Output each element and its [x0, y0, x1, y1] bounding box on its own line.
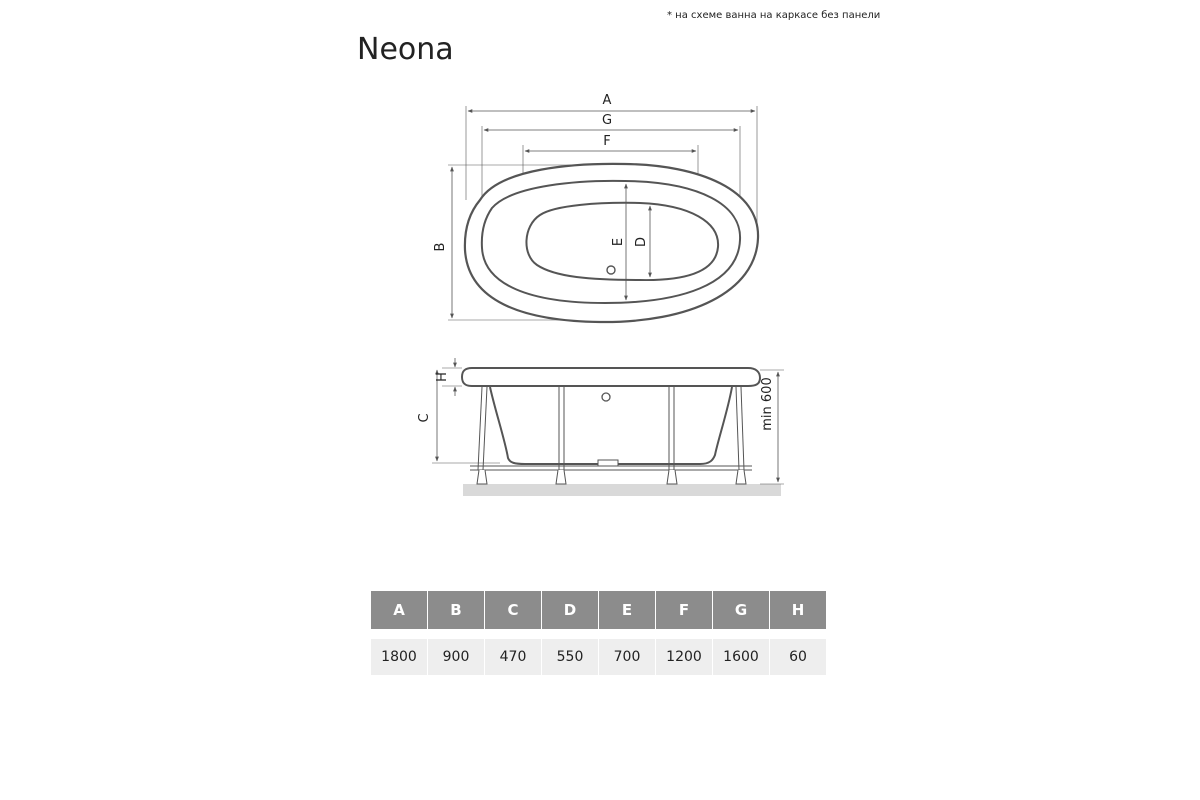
dim-label-h: H [435, 372, 450, 382]
scheme-note: * на схеме ванна на каркасе без панели [667, 10, 881, 21]
table-cell: 1600 [713, 639, 770, 675]
model-title: Neona [357, 32, 454, 67]
dimensions-table [371, 591, 826, 675]
dim-label-e: E [611, 237, 626, 247]
table-header-cell: H [770, 591, 826, 629]
table-header-cell: G [713, 591, 770, 629]
dim-label-b: B [433, 242, 448, 252]
table-cell: 470 [485, 639, 542, 675]
table-header-cell: F [656, 591, 713, 629]
table-cell: 60 [770, 639, 826, 675]
dim-label-d: D [634, 236, 649, 248]
table-header-cell: B [428, 591, 485, 629]
dim-label-c: C [417, 413, 432, 423]
table-cell: 700 [599, 639, 656, 675]
table-row [371, 639, 826, 675]
table-cell: 900 [428, 639, 485, 675]
dim-label-f: F [603, 134, 611, 149]
table-header-cell: D [542, 591, 599, 629]
side-view [432, 358, 784, 496]
table-cell: 550 [542, 639, 599, 675]
table-header-row [371, 591, 826, 629]
table-header-cell: E [599, 591, 656, 629]
dim-label-a: A [602, 93, 612, 108]
table-header-cell: C [485, 591, 542, 629]
table-header-cell: A [371, 591, 428, 629]
dim-label-min: min 600 [760, 377, 775, 431]
table-cell: 1800 [371, 639, 428, 675]
table-cell: 1200 [656, 639, 713, 675]
dim-label-g: G [601, 113, 613, 128]
